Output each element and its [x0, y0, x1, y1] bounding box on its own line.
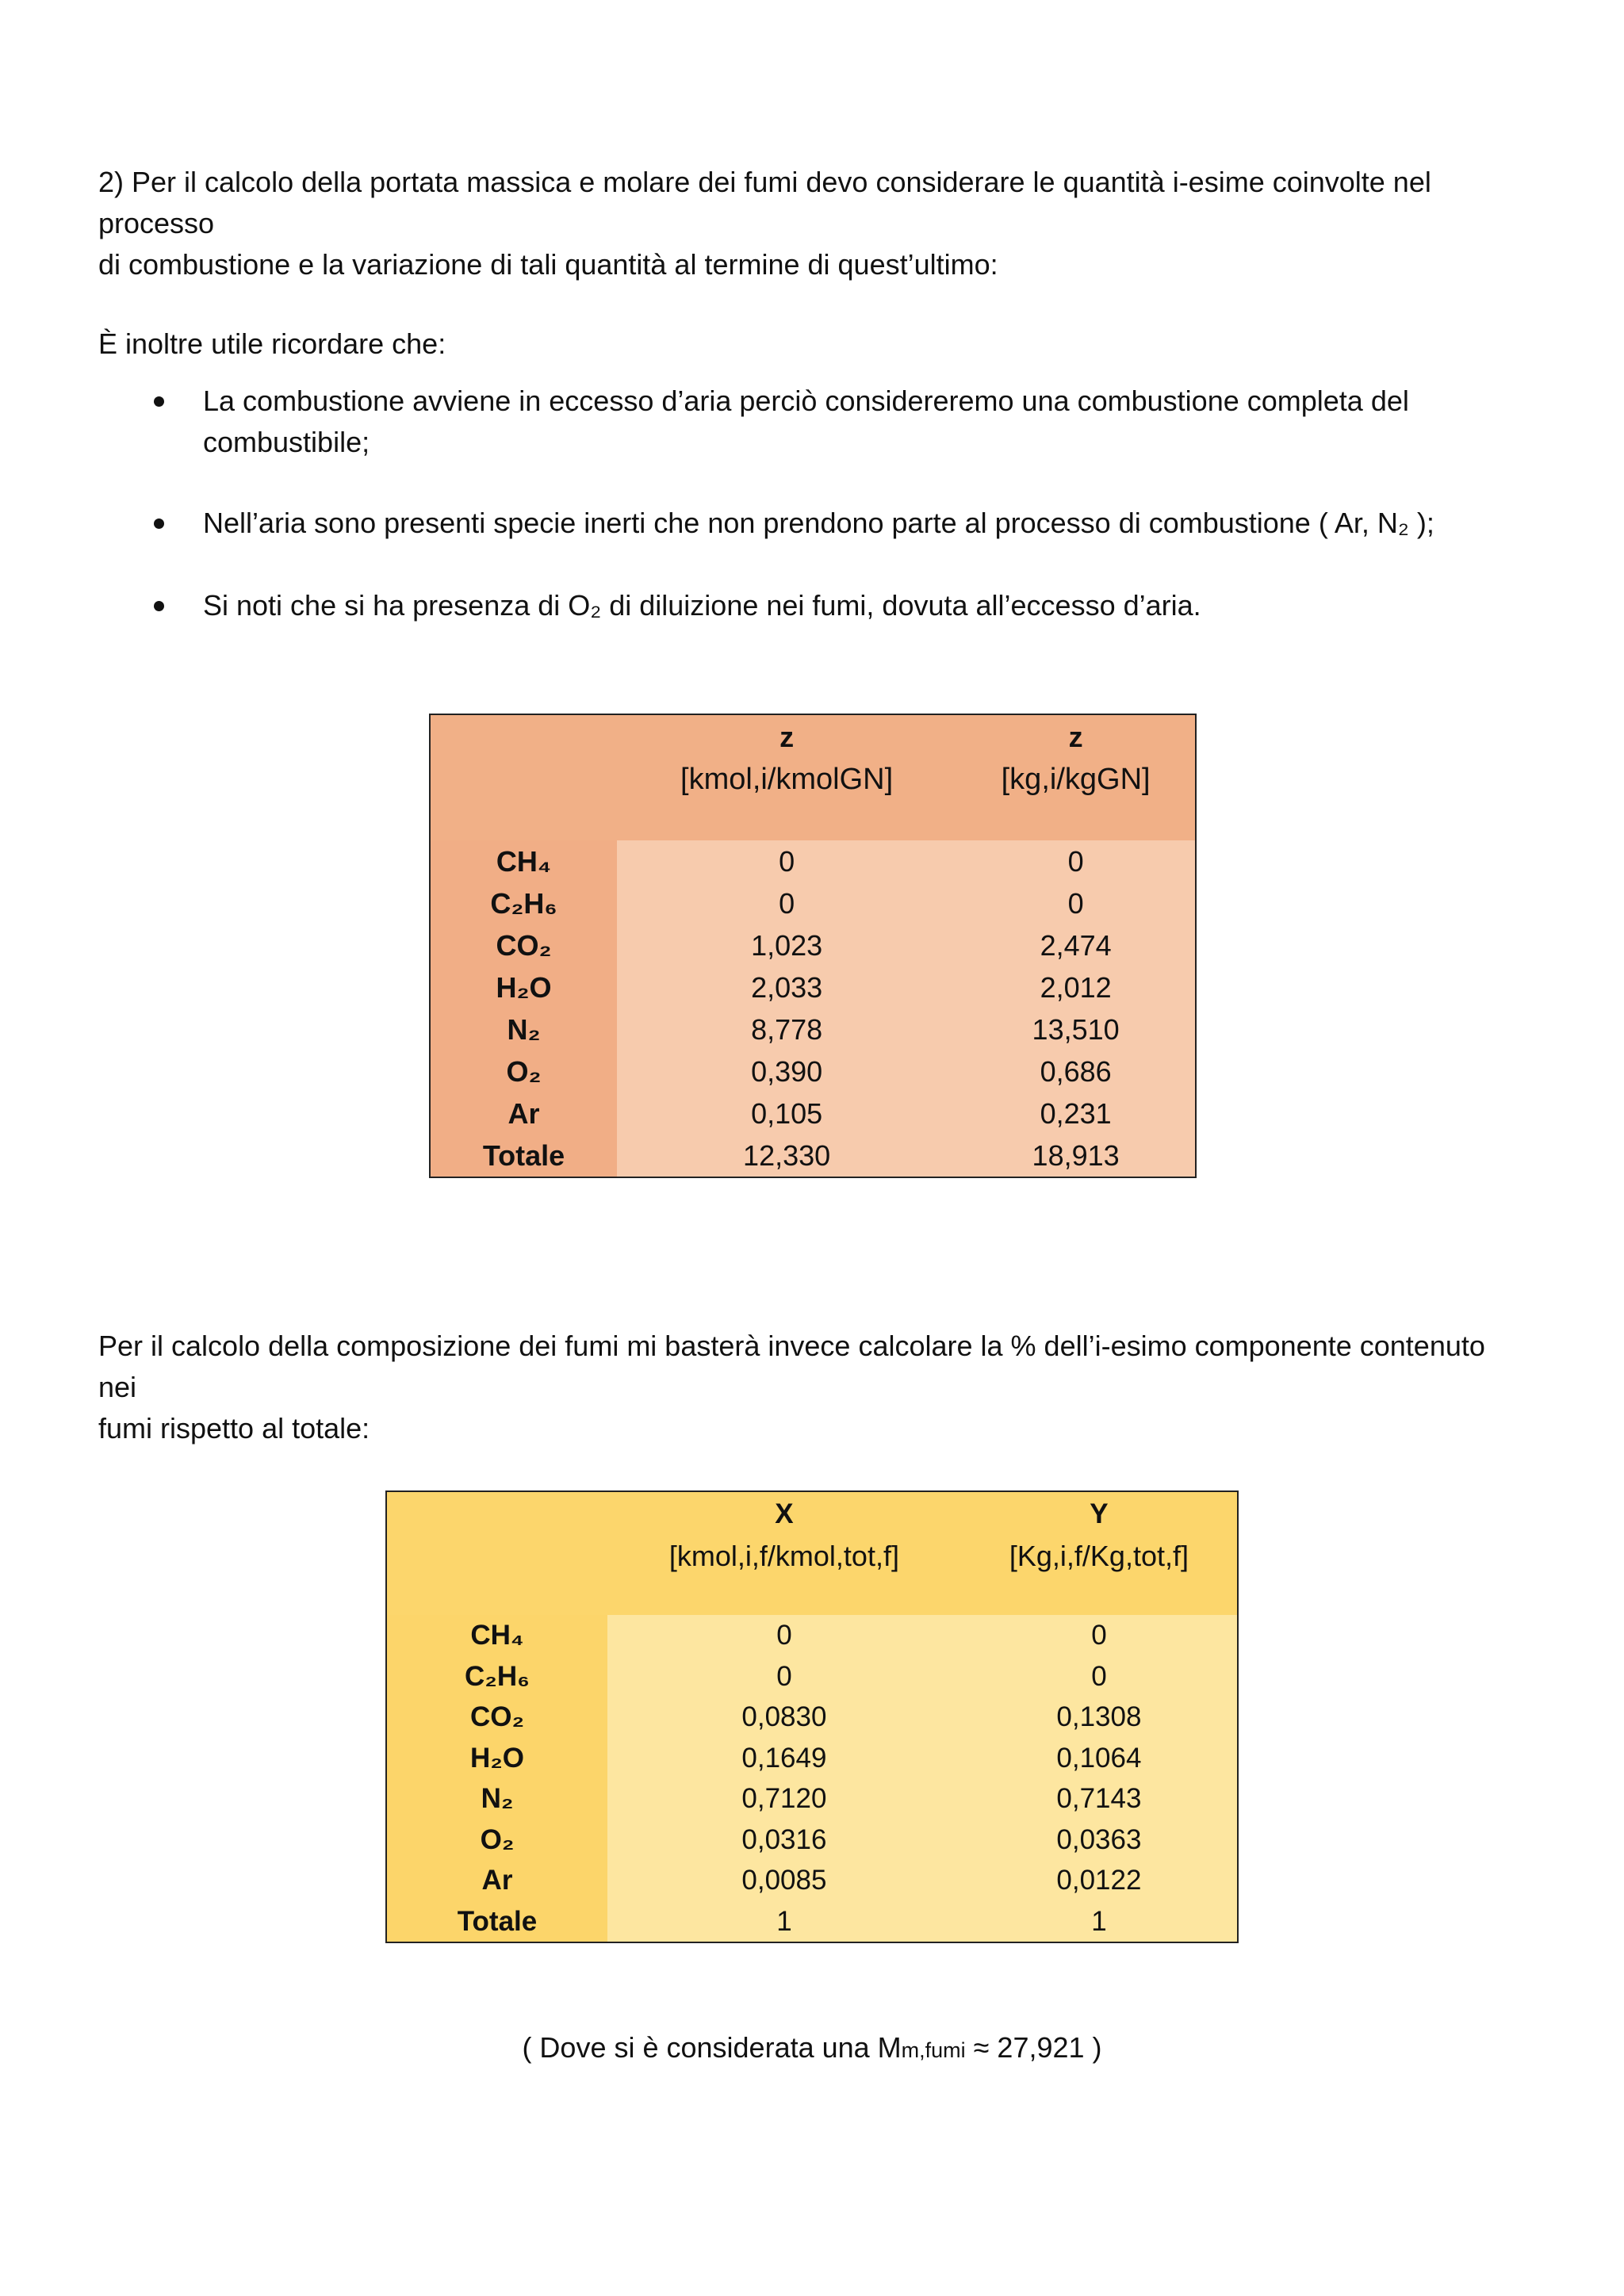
- table-row: [386, 1615, 1238, 1656]
- row-label: C₂H₆: [430, 882, 617, 924]
- flue-gas-composition-table: [385, 1490, 1239, 1943]
- header-cell: [956, 714, 1196, 840]
- flue-gas-quantities-table: [429, 714, 1197, 1178]
- row-label: Totale: [430, 1135, 617, 1177]
- column-label: Y: [1090, 1498, 1109, 1529]
- table-cell: 0,0830: [607, 1697, 961, 1738]
- row-label: Ar: [386, 1860, 607, 1901]
- header-cell: [617, 714, 956, 840]
- row-label: Ar: [430, 1093, 617, 1135]
- table-cell: 0: [961, 1656, 1238, 1697]
- header-cell: [607, 1491, 961, 1615]
- table-cell: 2,012: [956, 966, 1196, 1008]
- table-row: [430, 924, 1196, 966]
- row-label: C₂H₆: [386, 1656, 607, 1697]
- bullet-text-line: Si noti che si ha presenza di O₂ di diluizione nei fumi, dovuta all’eccesso d’aria.: [203, 589, 1201, 622]
- table-row: [386, 1778, 1238, 1820]
- table-row: [430, 882, 1196, 924]
- bullet-dot-icon: [154, 396, 164, 407]
- table-row: [430, 840, 1196, 882]
- row-label: Totale: [386, 1901, 607, 1943]
- bullet-text-line: La combustione avviene in eccesso d’aria perciò considereremo una combustione completa del: [203, 385, 1409, 417]
- table-cell: 0,0122: [961, 1860, 1238, 1901]
- bullet-text-line: Nell’aria sono presenti specie inerti che non prendono parte al processo di combustione ( Ar, N₂ );: [203, 507, 1434, 539]
- row-label: H₂O: [386, 1738, 607, 1779]
- table-cell: 0,105: [617, 1093, 956, 1135]
- table-cell: 13,510: [956, 1008, 1196, 1050]
- bullet-dot-icon: [154, 519, 164, 529]
- table-cell: 1: [607, 1901, 961, 1943]
- note-subscript: m,fumi: [901, 2038, 966, 2062]
- table-cell: 2,474: [956, 924, 1196, 966]
- middle-paragraph: [98, 1326, 1526, 1449]
- table-cell: 1: [961, 1901, 1238, 1943]
- note-prefix: ( Dove si è considerata una M: [522, 2031, 902, 2064]
- header-corner-cell: [430, 714, 617, 840]
- table-cell: 0: [956, 840, 1196, 882]
- table-cell: 1,023: [617, 924, 956, 966]
- table-cell: 0,686: [956, 1050, 1196, 1093]
- bullet-dot-icon: [154, 601, 164, 611]
- bullet-item: [98, 503, 1494, 544]
- table-cell: 0: [956, 882, 1196, 924]
- table-row: [386, 1738, 1238, 1779]
- table-cell: 0: [961, 1615, 1238, 1656]
- table-row: [430, 1050, 1196, 1093]
- table-cell: 0,7120: [607, 1778, 961, 1820]
- table-cell: 2,033: [617, 966, 956, 1008]
- table-cell: 0,0363: [961, 1820, 1238, 1861]
- middle-line-1: Per il calcolo della composizione dei fumi mi basterà invece calcolare la % dell’i-esimo componente contenuto nei: [98, 1330, 1485, 1403]
- table-header-row: [430, 714, 1196, 840]
- table-row: [386, 1697, 1238, 1738]
- column-unit: [kmol,i/kmolGN]: [680, 763, 894, 796]
- row-label: O₂: [430, 1050, 617, 1093]
- header-corner-cell: [386, 1491, 607, 1615]
- table-cell: 0,7143: [961, 1778, 1238, 1820]
- table-cell: 0,231: [956, 1093, 1196, 1135]
- intro-line-1: 2) Per il calcolo della portata massica e molare dei fumi devo considerare le quantità i-esime coinvolte nel processo: [98, 166, 1431, 239]
- table-total-row: [386, 1901, 1238, 1943]
- table-cell: 0: [607, 1615, 961, 1656]
- column-unit: [Kg,i,f/Kg,tot,f]: [1009, 1540, 1189, 1572]
- column-label: z: [1068, 721, 1083, 753]
- table-cell: 0: [617, 882, 956, 924]
- column-unit: [kmol,i,f/kmol,tot,f]: [668, 1540, 899, 1572]
- row-label: H₂O: [430, 966, 617, 1008]
- table-cell: 0,1308: [961, 1697, 1238, 1738]
- table-cell: 8,778: [617, 1008, 956, 1050]
- middle-line-2: fumi rispetto al totale:: [98, 1412, 370, 1445]
- table-cell: 0,390: [617, 1050, 956, 1093]
- row-label: CH₄: [386, 1615, 607, 1656]
- intro-line-2: di combustione e la variazione di tali quantità al termine di quest’ultimo:: [98, 248, 998, 281]
- table-cell: 0,1064: [961, 1738, 1238, 1779]
- column-unit: [kg,i/kgGN]: [1001, 763, 1151, 796]
- table-cell: 0,0316: [607, 1820, 961, 1861]
- column-label: X: [775, 1498, 794, 1529]
- table-row: [430, 1093, 1196, 1135]
- table-row: [430, 966, 1196, 1008]
- row-label: O₂: [386, 1820, 607, 1861]
- table-cell: 12,330: [617, 1135, 956, 1177]
- row-label: N₂: [430, 1008, 617, 1050]
- table-row: [386, 1860, 1238, 1901]
- row-label: CO₂: [386, 1697, 607, 1738]
- bullet-list: [98, 381, 1494, 668]
- bullet-item: [98, 585, 1494, 626]
- reminder-text: È inoltre utile ricordare che:: [98, 327, 446, 360]
- table-row: [430, 1008, 1196, 1050]
- table-row: [386, 1656, 1238, 1697]
- row-label: N₂: [386, 1778, 607, 1820]
- table-total-row: [430, 1135, 1196, 1177]
- molar-mass-note: [0, 2027, 1624, 2071]
- note-suffix: ≈ 27,921 ): [965, 2031, 1102, 2064]
- bullet-text-line: combustibile;: [203, 426, 370, 458]
- table-cell: 0,0085: [607, 1860, 961, 1901]
- header-cell: [961, 1491, 1238, 1615]
- row-label: CH₄: [430, 840, 617, 882]
- intro-paragraph: [98, 162, 1526, 285]
- table-cell: 0,1649: [607, 1738, 961, 1779]
- table-cell: 0: [617, 840, 956, 882]
- table-cell: 0: [607, 1656, 961, 1697]
- table-row: [386, 1820, 1238, 1861]
- row-label: CO₂: [430, 924, 617, 966]
- column-label: z: [779, 721, 795, 753]
- bullet-item: [98, 381, 1494, 463]
- table-header-row: [386, 1491, 1238, 1615]
- table-cell: 18,913: [956, 1135, 1196, 1177]
